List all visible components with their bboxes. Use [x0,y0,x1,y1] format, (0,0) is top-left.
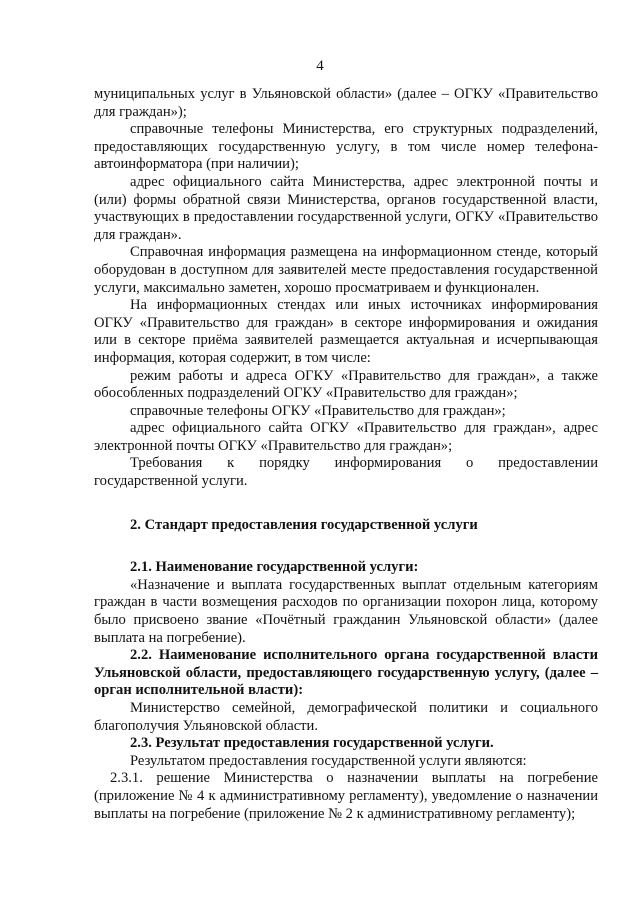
paragraph: муниципальных услуг в Ульяновской области» (далее – ОГКУ «Правительство для граждан»); [94,86,598,120]
list-item: режим работы и адреса ОГКУ «Правительство для граждан», а также обособленных подразделений ОГКУ «Правительство для граждан»; [94,367,598,402]
document-body [94,86,598,823]
paragraph: справочные телефоны Министерства, его структурных подразделений, предоставляющих государственную услугу, в том числе номер телефона-автоинформатора (при наличии); [94,121,598,173]
paragraph: адрес официального сайта Министерства, адрес электронной почты и (или) формы обратной связи Министерства, органов государственной власти, участвующих в предоставлении государственной услуги, ОГКУ «Правительство для граждан». [94,173,598,243]
page-number: 4 [316,58,324,74]
list-item: адрес официального сайта ОГКУ «Правительство для граждан», адрес электронной почты ОГКУ «Правительство для граждан»; [94,420,598,454]
subsection-heading: 2.2. Наименование исполнительного органа государственной власти Ульяновской области, предоставляющего государственную услугу, (далее – орган исполнительной власти): [94,647,598,699]
subsection-heading: 2.3. Результат предоставления государственной услуги. [130,735,494,752]
paragraph: «Назначение и выплата государственных выплат отдельным категориям граждан в части возмещения расходов по организации похорон лица, которому было присвоено звание «Почётный гражданин Ульяновской области» (далее выплата на погребение). [94,576,598,646]
numbered-item: 2.3.1. решение Министерства о назначении выплаты на погребение (приложение № 4 к административному регламенту), уведомление о назначении выплаты на погребение (приложение № 2 к административному регламенту); [94,770,598,822]
paragraph: Результатом предоставления государственной услуги являются: [130,752,527,769]
paragraph: Справочная информация размещена на информационном стенде, который оборудован в доступном для заявителей месте предоставления государственной услуги, максимально заметен, хорошо просматриваем и функционален. [94,244,598,296]
section-heading: 2. Стандарт предоставления государственной услуги [130,516,478,533]
list-item: справочные телефоны ОГКУ «Правительство для граждан»; [130,402,506,419]
paragraph: Требования к порядку информирования о предоставлении государственной услуги. [94,455,598,490]
paragraph: На информационных стендах или иных источниках информирования ОГКУ «Правительство для граждан» в секторе информирования и ожидания или в секторе приёма заявителей размещается актуальная и исчерпывающая информация, которая содержит, в том числе: [94,297,598,366]
subsection-heading: 2.1. Наименование государственной услуги: [130,559,419,576]
paragraph: Министерство семейной, демографической политики и социального благополучия Ульяновской области. [94,700,598,734]
